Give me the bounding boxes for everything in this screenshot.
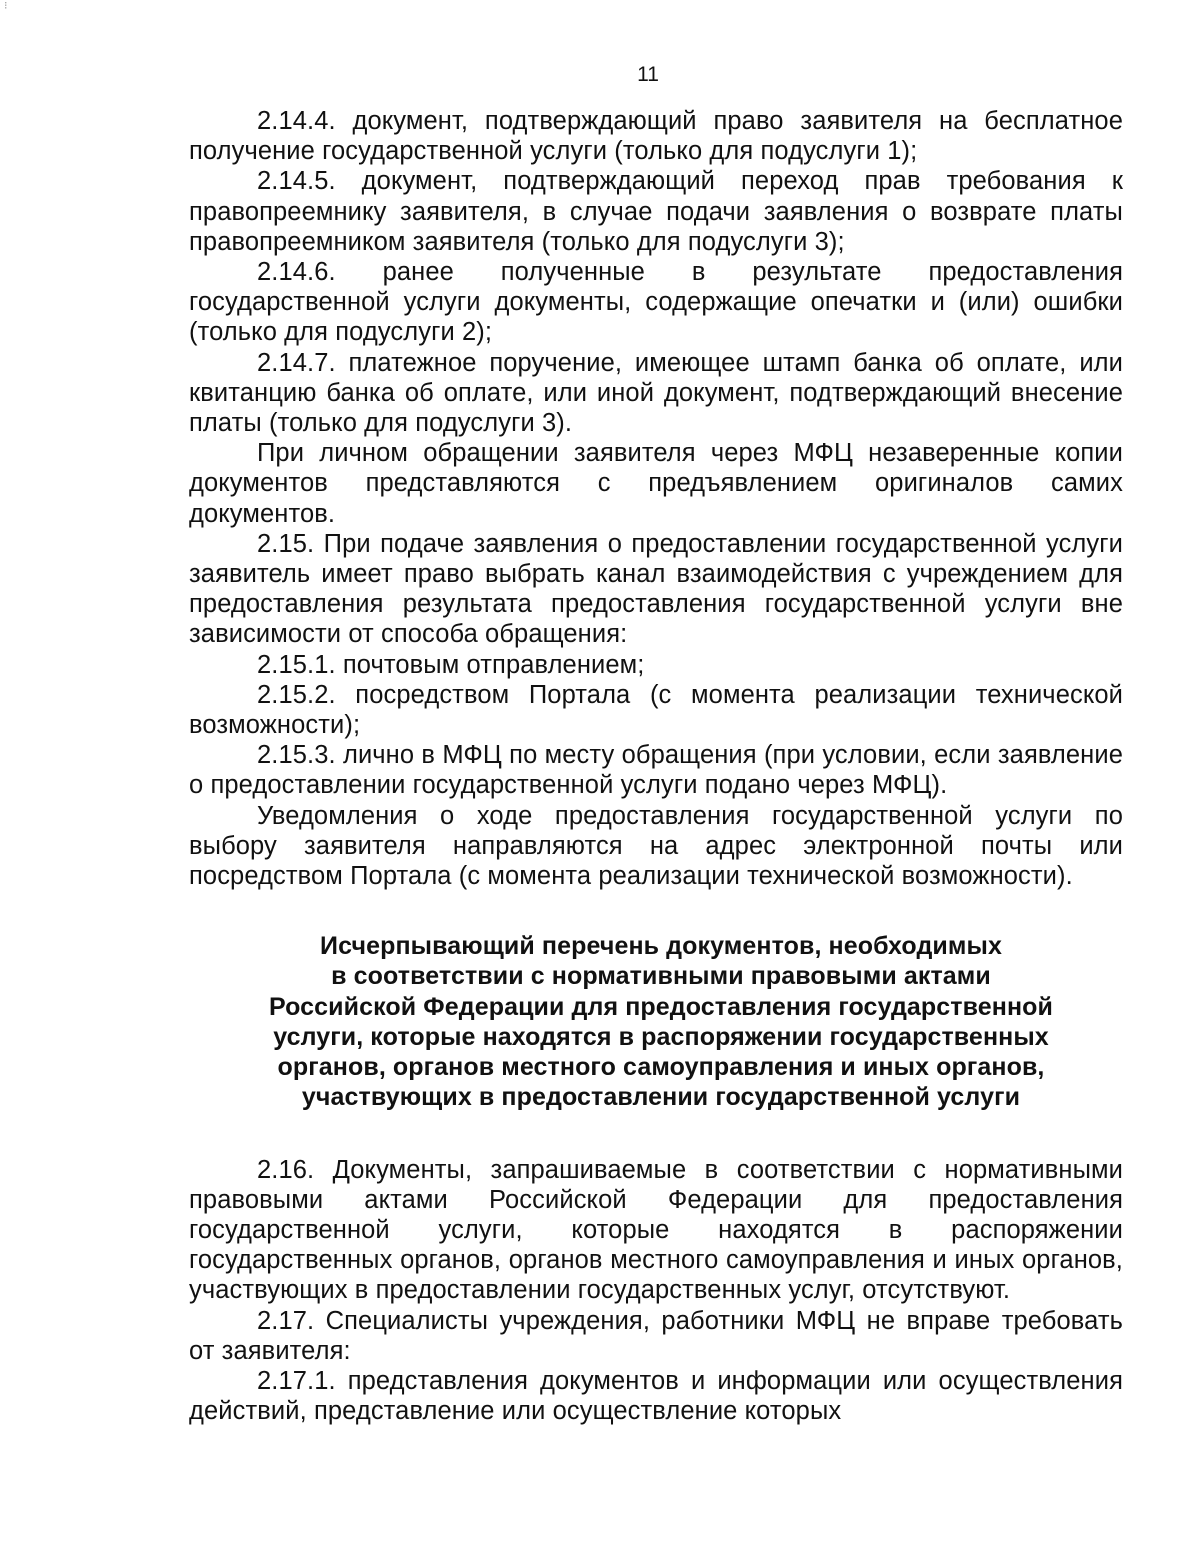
- paragraph-notifications: Уведомления о ходе предоставления государственной услуги по выбору заявителя направляются на адрес электронной почты или посредством Портала (с момента реализации технической возможности).: [189, 801, 1123, 891]
- paragraph-2-17: 2.17. Специалисты учреждения, работники МФЦ не вправе требовать от заявителя:: [189, 1306, 1123, 1365]
- document-body: [189, 106, 1123, 1426]
- paragraph-2-14-5: 2.14.5. документ, подтверждающий переход прав требования к правопреемнику заявителя, в случае подачи заявления о возврате платы правопреемником заявителя (только для подуслуги 3);: [189, 167, 1123, 256]
- section-heading-line: Российской Федерации для предоставления государственной: [268, 992, 1054, 1021]
- section-heading-line: участвующих в предоставлении государственной услуги: [301, 1083, 1021, 1112]
- paragraph-2-15: 2.15. При подаче заявления о предоставлении государственной услуги заявитель имеет право выбрать канал взаимодействия с учреждением для предоставления результата предоставления государственной услуги вне зависимости от способа обращения:: [189, 529, 1123, 649]
- scan-artifact-mark: ⁝: [4, 0, 8, 12]
- section-heading-line: Исчерпывающий перечень документов, необходимых: [320, 932, 1002, 961]
- section-heading: [189, 931, 1123, 1112]
- paragraph-2-14-4: 2.14.4. документ, подтверждающий право заявителя на бесплатное получение государственной услуги (только для подуслуги 1);: [189, 107, 1123, 166]
- paragraph-personal-visit: При личном обращении заявителя через МФЦ незаверенные копии документов представляются с предъявлением оригиналов самих документов.: [189, 439, 1123, 528]
- paragraph-2-15-3: 2.15.3. лично в МФЦ по месту обращения (при условии, если заявление о предоставлении государственной услуги подано через МФЦ).: [189, 741, 1123, 800]
- section-heading-line: услуги, которые находятся в распоряжении государственных: [273, 1022, 1049, 1051]
- paragraph-2-16: 2.16. Документы, запрашиваемые в соответствии с нормативными правовыми актами Российской Федерации для предоставления государственной услуги, которые находятся в распоряжении государственных органов, органов местного самоуправления и иных органов, участвующих в предоставлении государственных услуг, отсутствуют.: [189, 1155, 1123, 1305]
- paragraph-2-14-6: 2.14.6. ранее полученные в результате предоставления государственной услуги документы, содержащие опечатки и (или) ошибки (только для подуслуги 2);: [189, 258, 1123, 347]
- section-heading-line: органов, органов местного самоуправления и иных органов,: [277, 1053, 1045, 1082]
- paragraph-2-14-7: 2.14.7. платежное поручение, имеющее штамп банка об оплате, или квитанцию банка об оплате, или иной документ, подтверждающий внесение платы (только для подуслуги 3).: [189, 348, 1123, 438]
- paragraph-2-17-1: 2.17.1. представления документов и информации или осуществления действий, представление или осуществление которых: [189, 1366, 1123, 1426]
- page-number: 11: [637, 63, 659, 86]
- paragraph-2-15-2: 2.15.2. посредством Портала (с момента реализации технической возможности);: [189, 680, 1123, 740]
- paragraph-2-15-1: 2.15.1. почтовым отправлением;: [257, 650, 645, 679]
- section-heading-line: в соответствии с нормативными правовыми актами: [331, 962, 991, 991]
